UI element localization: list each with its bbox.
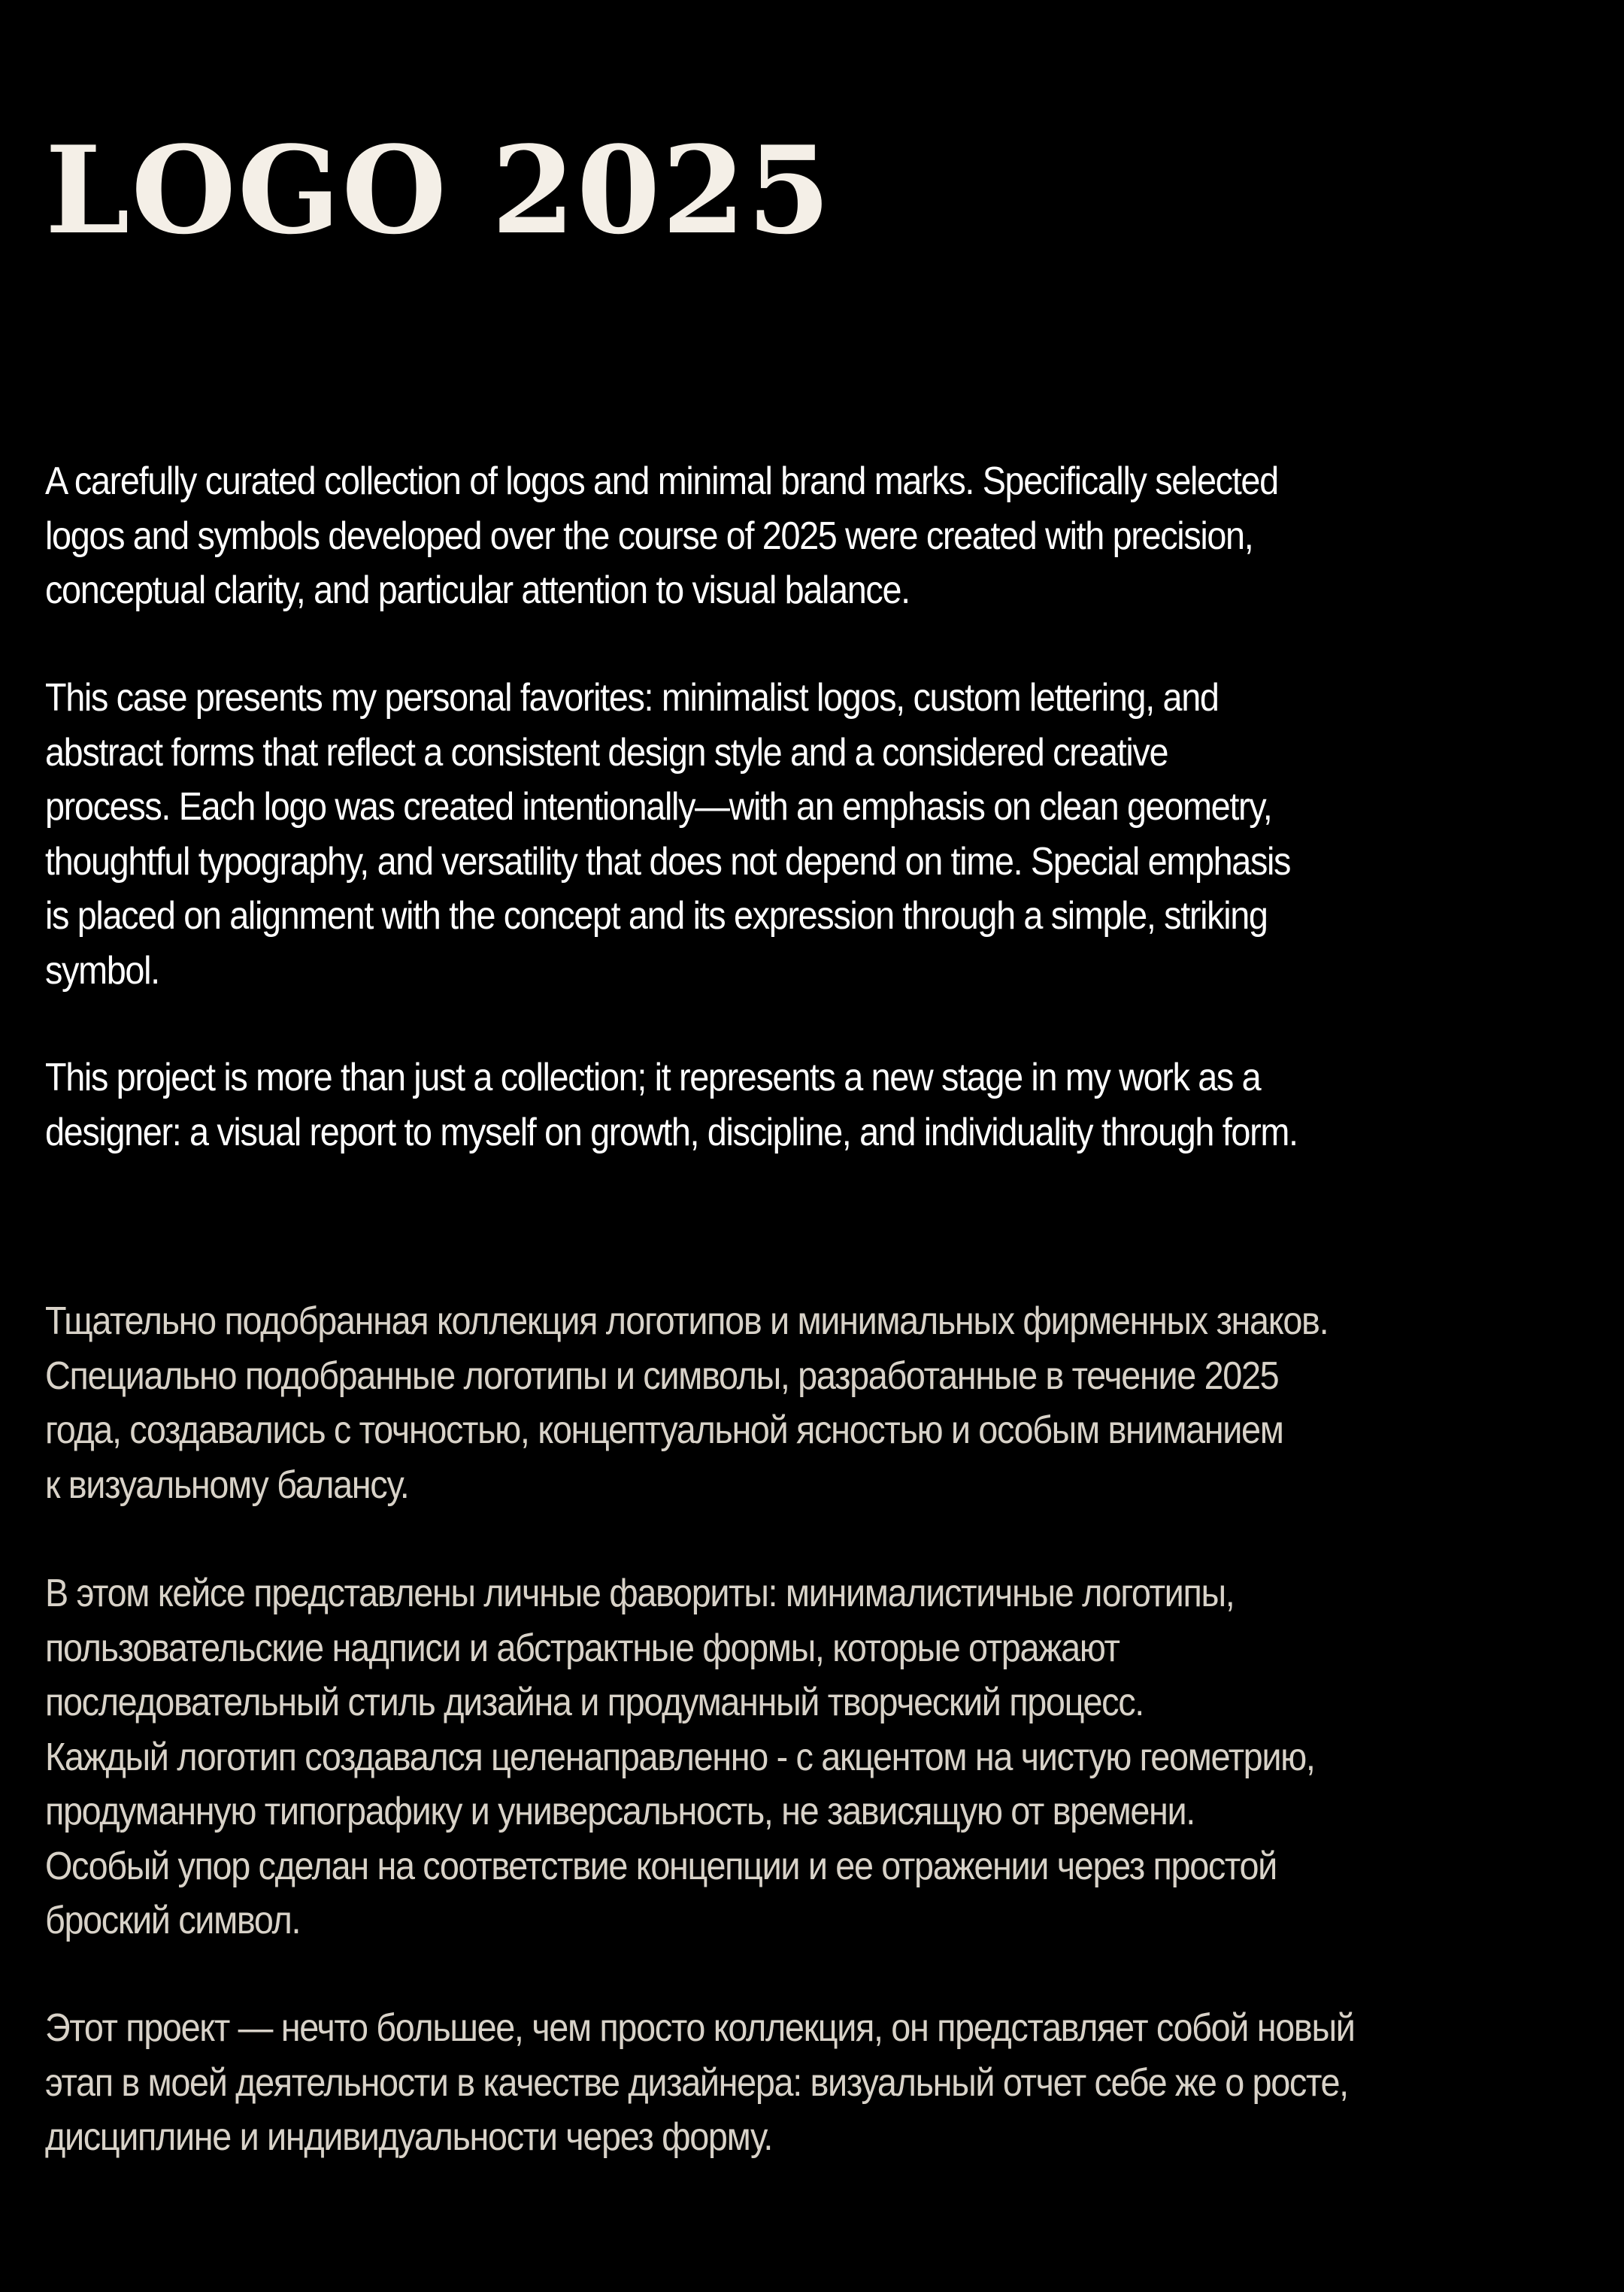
russian-paragraph-3-block [45,2001,1444,2165]
english-paragraph-3: This project is more than just a collection; it represents a new stage in my work as a designer: a visual report to myself on growth, discipline, and individuality through form. [45,1056,1298,1154]
english-paragraph-2: This case presents my personal favorites: minimalist logos, custom lettering, and abstract forms that reflect a consistent design style and a considered creative process. Each logo was created intentionally—with an emphasis on clean geometry, thoughtful typography, and versatility that does not depend on time. Special emphasis is placed on alignment with the concept and its expression through a simple, striking symbol. [45,676,1291,993]
russian-paragraph-3: Этот проект — нечто большее, чем просто коллекция, он представляет собой новый этап в моей деятельности в качестве дизайнера: визуальный отчет себе же о росте, дисциплине и индивидуальности через форму. [45,2006,1355,2159]
russian-paragraph-1: Тщательно подобранная коллекция логотипов и минимальных фирменных знаков. Специально подобранные логотипы и символы, разработанные в течение 2025 года, создавались с точностью, концептуальной ясностью и особым вниманием к визуальному балансу. [45,1299,1329,1507]
page-title: LOGO 2025 [45,120,832,261]
english-paragraph-1-block [45,454,1444,618]
russian-paragraph-1-block [45,1294,1444,1512]
english-paragraph-2-block [45,671,1444,998]
english-paragraph-1: A carefully curated collection of logos and minimal brand marks. Specifically selected logos and symbols developed over the course of 2025 were created with precision, conceptual clarity, and particular attention to visual balance. [45,459,1278,612]
english-paragraph-3-block [45,1050,1444,1160]
russian-paragraph-2-block [45,1566,1444,1948]
russian-paragraph-2: В этом кейсе представлены личные фавориты: минималистичные логотипы, пользовательские надписи и абстрактные формы, которые отражают последовательный стиль дизайна и продуманный творческий процесс. Каждый логотип создавался целенаправленно - с акцентом на чистую геометрию, продуманную типографику и универсальность, не зависящую от времени. Особый упор сделан на соответствие концепции и ее отражении через простой броский символ. [45,1572,1315,1942]
